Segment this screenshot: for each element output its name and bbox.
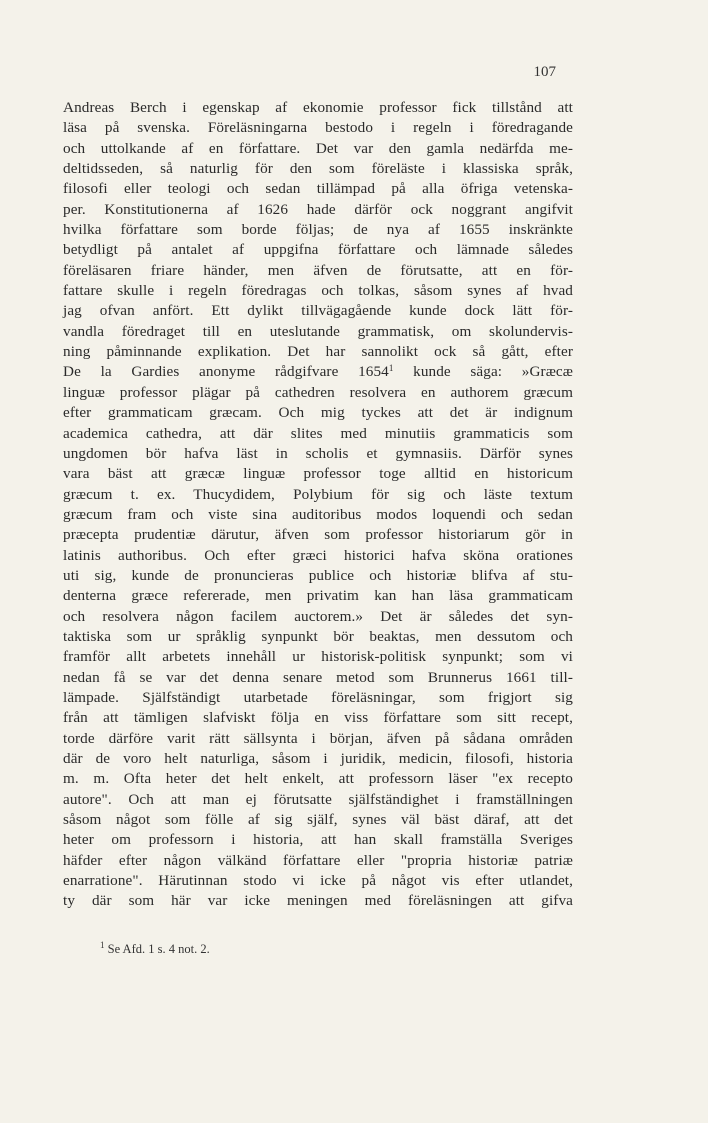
text-line: fattare skulle i regeln föredragas och tolkas, såsom synes af hvad: [63, 282, 573, 300]
text-line: såsom något som fölle af sig själf, synes väl bäst däraf, att det: [63, 811, 573, 829]
text-line: där de voro helt naturliga, såsom i juridik, medicin, filosofi, historia: [63, 750, 573, 767]
text-line: De la Gardies anonyme rådgifvare 1654$^1$ kunde säga: »Græcæ: [63, 363, 573, 381]
text-line: torde därföre varit rätt sällsynta i början, äfven på sådana områden: [63, 729, 573, 747]
text-line: latinis authoribus. Och efter græci historici hafva sköna orationes: [63, 546, 573, 564]
footnote: [100, 942, 210, 957]
text-line: per. Konstitutionerna af 1626 hade därför ock noggrant angifvit: [63, 200, 573, 218]
text-line: nedan få se var det denna senare metod som Brunnerus 1661 till-: [63, 668, 573, 686]
text-line: græcum t. ex. Thucydidem, Polybium för sig och läste textum: [63, 485, 573, 503]
text-line: vara bäst att græcæ linguæ professor toge alltid en historicum: [63, 465, 573, 483]
text-line: linguæ professor plägar på cathedren resolvera en authorem græcum: [63, 383, 573, 401]
text-line: ty där som här var icke meningen med föreläsningen att gifva: [63, 892, 573, 910]
text-line: enarratione". Härutinnan stodo vi icke på något vis efter utlandet,: [63, 872, 573, 890]
text-line: efter grammaticam græcam. Och mig tyckes att det är indignum: [63, 404, 573, 422]
text-line: græcum fram och viste sina auditoribus modos loquendi och sedan: [63, 505, 573, 523]
text-line: lämpade. Själfständigt utarbetade föreläsningar, som frigjort sig: [63, 688, 573, 706]
text-line: præcepta prudentiæ därutur, äfven som professor historiarum gör in: [63, 526, 573, 544]
text-line: deltidsseden, så naturlig för den som föreläste i klassiska språk,: [63, 160, 573, 178]
footnote-text: Se Afd. 1 s. 4 not. 2.: [107, 942, 210, 956]
text-line: från att tämligen slafviskt följa en viss författare som sitt recept,: [63, 709, 573, 727]
text-line: academica cathedra, att där slites med minutiis grammaticis som: [63, 424, 573, 442]
body-text: [63, 98, 573, 912]
text-line: läsa på svenska. Föreläsningarna bestodo i regeln i föredragande: [63, 119, 573, 137]
text-line: Andreas Berch i egenskap af ekonomie professor fick tillstånd att: [63, 99, 573, 116]
page-number: 107: [533, 64, 556, 80]
text-line: taktiska som ur språklig synpunkt bör beaktas, men dessutom och: [63, 627, 573, 645]
text-line: uti sig, kunde de pronuncieras publice och historiæ blifva af stu-: [63, 566, 573, 584]
text-line: och resolvera någon facilem auctorem.» Det är således det syn-: [63, 607, 573, 625]
footnote-marker: 1: [100, 940, 105, 950]
text-line: m. m. Ofta heter det helt enkelt, att professorn läser "ex recepto: [63, 770, 573, 788]
text-line: ungdomen bör hafva läst in scholis et gymnasiis. Därför synes: [63, 444, 573, 462]
text-line: heter om professorn i historia, att han skall framställa Sveriges: [63, 831, 573, 849]
text-line: filosofi eller teologi och sedan tillämpad på alla öfriga vetenska-: [63, 180, 573, 198]
text-line: hvilka författare som borde följas; de nya af 1655 inskränkte: [63, 221, 573, 239]
text-line: framför allt arbetets innehåll ur historisk-politisk synpunkt; som vi: [63, 648, 573, 666]
text-line: vandla föredraget till en uteslutande grammatisk, om skolundervis-: [63, 322, 573, 340]
text-line: jag ofvan anfört. Ett dylikt tillvägagående kunde dock lätt för-: [63, 302, 573, 320]
text-line: och uttolkande af en författare. Det var den gamla nedärfda me-: [63, 139, 573, 157]
text-line: föreläsaren friare händer, men äfven de förutsatte, att en för-: [63, 261, 573, 279]
text-line: betydligt på antalet af uppgifna författare och lämnade således: [63, 241, 573, 259]
text-line: autore". Och att man ej förutsatte själfständighet i framställningen: [63, 790, 573, 808]
text-line: denterna græce refererade, men privatim kan han läsa grammaticam: [63, 587, 573, 605]
text-line: ning påminnande explikation. Det har sannolikt ock så gått, efter: [63, 343, 573, 361]
text-line: häfder efter någon välkänd författare eller "propria historiæ patriæ: [63, 851, 573, 869]
footnote-reference: 1: [388, 363, 394, 374]
